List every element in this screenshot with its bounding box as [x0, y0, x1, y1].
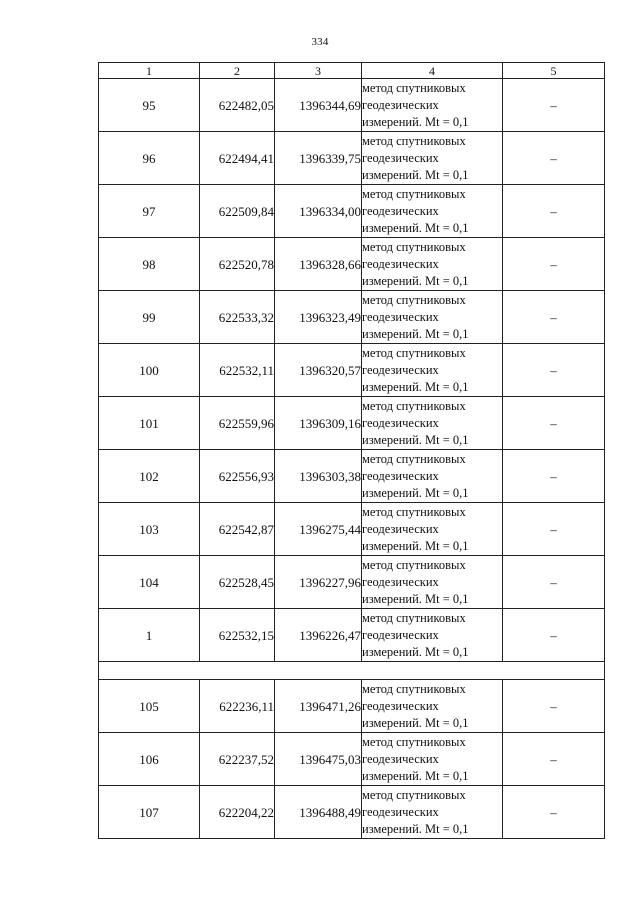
note-cell: –: [503, 344, 605, 397]
point-number-cell: 98: [99, 238, 200, 291]
x-coordinate-cell: 622237,52: [200, 733, 275, 786]
note-cell: –: [503, 680, 605, 733]
method-cell: [362, 185, 503, 238]
table-row: [99, 680, 605, 733]
method-line: метод спутниковых: [362, 133, 466, 148]
note-cell: –: [503, 79, 605, 132]
x-coordinate-cell: 622236,11: [200, 680, 275, 733]
method-line: метод спутниковых: [362, 734, 466, 749]
x-coordinate-cell: 622520,78: [200, 238, 275, 291]
table-row: [99, 397, 605, 450]
point-number-cell: 102: [99, 450, 200, 503]
y-coordinate-cell: 1396328,66: [275, 238, 362, 291]
table-row: [99, 132, 605, 185]
method-line: геодезических: [362, 698, 439, 713]
method-line: измерений. Mt = 0,1: [362, 591, 469, 606]
y-coordinate-cell: 1396227,96: [275, 556, 362, 609]
method-cell: [362, 291, 503, 344]
method-line: измерений. Mt = 0,1: [362, 821, 469, 836]
note-cell: –: [503, 733, 605, 786]
page-number: 334: [311, 36, 329, 48]
point-number-cell: 95: [99, 79, 200, 132]
method-line: измерений. Mt = 0,1: [362, 538, 469, 553]
y-coordinate-cell: 1396475,03: [275, 733, 362, 786]
header-cell-2: 2: [200, 63, 275, 79]
method-line: геодезических: [362, 627, 439, 642]
table-row: [99, 291, 605, 344]
note-cell: –: [503, 185, 605, 238]
method-line: измерений. Mt = 0,1: [362, 273, 469, 288]
method-line: измерений. Mt = 0,1: [362, 379, 469, 394]
x-coordinate-cell: 622532,15: [200, 609, 275, 662]
method-line: геодезических: [362, 415, 439, 430]
method-line: геодезических: [362, 574, 439, 589]
method-line: измерений. Mt = 0,1: [362, 432, 469, 447]
header-cell-4: 4: [362, 63, 503, 79]
y-coordinate-cell: 1396471,26: [275, 680, 362, 733]
table-row: [99, 238, 605, 291]
method-cell: [362, 503, 503, 556]
point-number-cell: 105: [99, 680, 200, 733]
point-number-cell: 104: [99, 556, 200, 609]
method-line: измерений. Mt = 0,1: [362, 326, 469, 341]
header-cell-3: 3: [275, 63, 362, 79]
method-line: геодезических: [362, 203, 439, 218]
method-line: геодезических: [362, 97, 439, 112]
y-coordinate-cell: 1396309,16: [275, 397, 362, 450]
table-row: [99, 733, 605, 786]
y-coordinate-cell: 1396488,49: [275, 786, 362, 839]
method-line: метод спутниковых: [362, 787, 466, 802]
table-row: [99, 609, 605, 662]
note-cell: –: [503, 556, 605, 609]
method-line: измерений. Mt = 0,1: [362, 644, 469, 659]
note-cell: –: [503, 238, 605, 291]
coordinates-table: [98, 62, 605, 839]
table-row: [99, 185, 605, 238]
x-coordinate-cell: 622559,96: [200, 397, 275, 450]
note-cell: –: [503, 291, 605, 344]
x-coordinate-cell: 622204,22: [200, 786, 275, 839]
method-line: метод спутниковых: [362, 292, 466, 307]
method-line: измерений. Mt = 0,1: [362, 768, 469, 783]
method-line: метод спутниковых: [362, 80, 466, 95]
header-cell-1: 1: [99, 63, 200, 79]
x-coordinate-cell: 622542,87: [200, 503, 275, 556]
method-line: геодезических: [362, 362, 439, 377]
method-cell: [362, 238, 503, 291]
method-line: измерений. Mt = 0,1: [362, 114, 469, 129]
y-coordinate-cell: 1396323,49: [275, 291, 362, 344]
separator-cell: [99, 662, 605, 680]
point-number-cell: 103: [99, 503, 200, 556]
method-cell: [362, 79, 503, 132]
method-cell: [362, 132, 503, 185]
y-coordinate-cell: 1396303,38: [275, 450, 362, 503]
method-line: метод спутниковых: [362, 504, 466, 519]
y-coordinate-cell: 1396339,75: [275, 132, 362, 185]
method-line: геодезических: [362, 256, 439, 271]
point-number-cell: 107: [99, 786, 200, 839]
note-cell: –: [503, 450, 605, 503]
method-line: геодезических: [362, 150, 439, 165]
method-line: метод спутниковых: [362, 681, 466, 696]
method-line: метод спутниковых: [362, 557, 466, 572]
method-line: метод спутниковых: [362, 451, 466, 466]
point-number-cell: 100: [99, 344, 200, 397]
table-separator-row: [99, 662, 605, 680]
method-line: геодезических: [362, 751, 439, 766]
note-cell: –: [503, 609, 605, 662]
x-coordinate-cell: 622533,32: [200, 291, 275, 344]
point-number-cell: 1: [99, 609, 200, 662]
y-coordinate-cell: 1396275,44: [275, 503, 362, 556]
method-line: метод спутниковых: [362, 345, 466, 360]
note-cell: –: [503, 786, 605, 839]
method-line: геодезических: [362, 804, 439, 819]
method-line: метод спутниковых: [362, 239, 466, 254]
method-line: геодезических: [362, 468, 439, 483]
method-line: измерений. Mt = 0,1: [362, 220, 469, 235]
header-cell-5: 5: [503, 63, 605, 79]
method-cell: [362, 786, 503, 839]
note-cell: –: [503, 397, 605, 450]
table-row: [99, 450, 605, 503]
y-coordinate-cell: 1396226,47: [275, 609, 362, 662]
x-coordinate-cell: 622509,84: [200, 185, 275, 238]
x-coordinate-cell: 622532,11: [200, 344, 275, 397]
table-row: [99, 556, 605, 609]
method-line: геодезических: [362, 521, 439, 536]
method-line: метод спутниковых: [362, 398, 466, 413]
table-row: [99, 503, 605, 556]
method-cell: [362, 733, 503, 786]
method-line: измерений. Mt = 0,1: [362, 485, 469, 500]
note-cell: –: [503, 132, 605, 185]
table-row: [99, 79, 605, 132]
method-cell: [362, 609, 503, 662]
x-coordinate-cell: 622556,93: [200, 450, 275, 503]
method-line: метод спутниковых: [362, 186, 466, 201]
x-coordinate-cell: 622482,05: [200, 79, 275, 132]
method-cell: [362, 556, 503, 609]
point-number-cell: 96: [99, 132, 200, 185]
method-line: измерений. Mt = 0,1: [362, 167, 469, 182]
y-coordinate-cell: 1396344,69: [275, 79, 362, 132]
y-coordinate-cell: 1396320,57: [275, 344, 362, 397]
point-number-cell: 106: [99, 733, 200, 786]
x-coordinate-cell: 622528,45: [200, 556, 275, 609]
note-cell: –: [503, 503, 605, 556]
point-number-cell: 101: [99, 397, 200, 450]
table-header-row: [99, 63, 605, 79]
point-number-cell: 99: [99, 291, 200, 344]
method-cell: [362, 344, 503, 397]
method-line: геодезических: [362, 309, 439, 324]
table-row: [99, 344, 605, 397]
method-line: метод спутниковых: [362, 610, 466, 625]
method-cell: [362, 680, 503, 733]
method-cell: [362, 450, 503, 503]
method-cell: [362, 397, 503, 450]
y-coordinate-cell: 1396334,00: [275, 185, 362, 238]
method-line: измерений. Mt = 0,1: [362, 715, 469, 730]
point-number-cell: 97: [99, 185, 200, 238]
x-coordinate-cell: 622494,41: [200, 132, 275, 185]
table-row: [99, 786, 605, 839]
